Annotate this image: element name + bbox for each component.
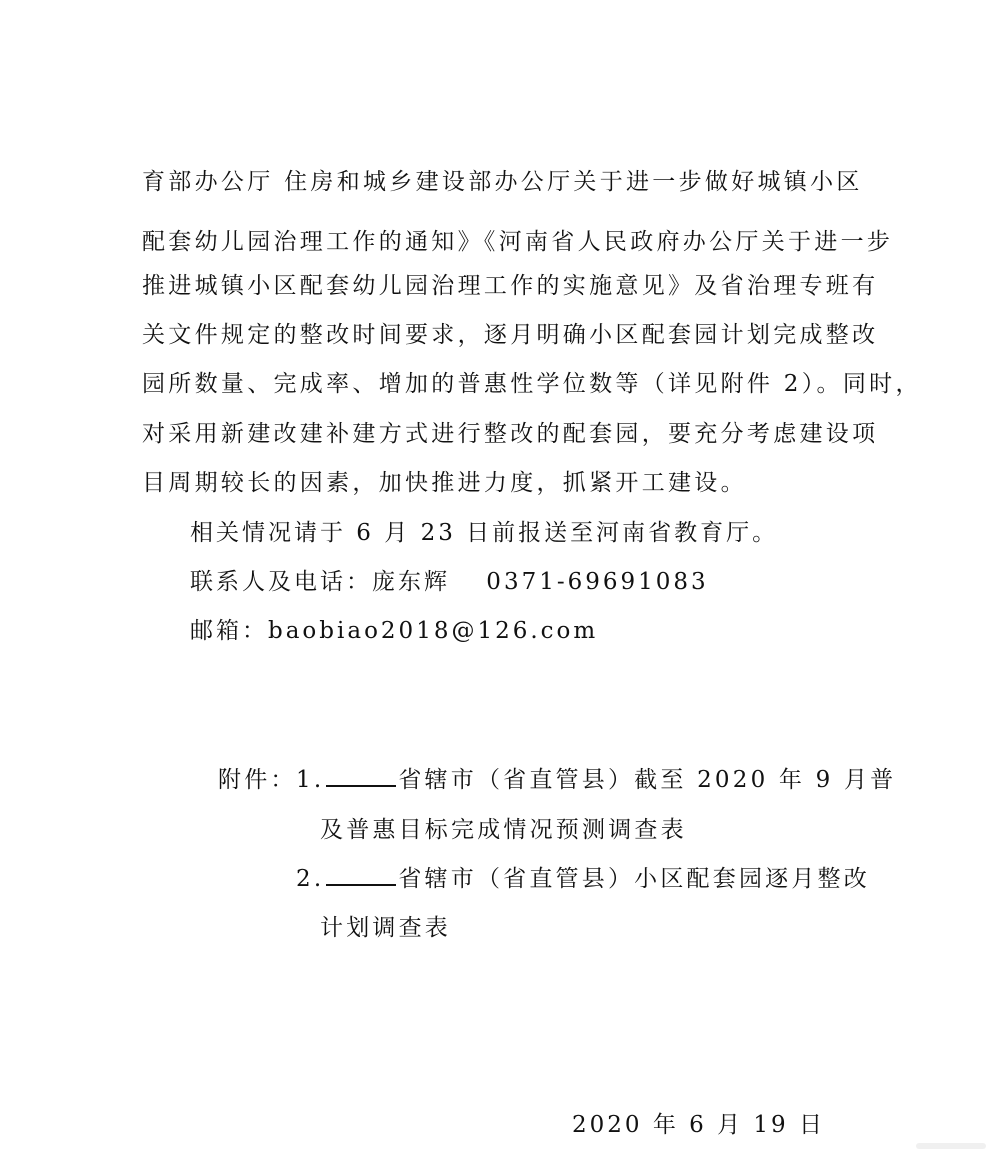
- report-deadline: 相关情况请于 6 月 23 日前报送至河南省教育厅。: [190, 520, 779, 546]
- body-text-line: 推进城镇小区配套幼儿园治理工作的实施意见》及省治理专班有: [142, 273, 879, 299]
- fill-in-blank: [326, 765, 396, 787]
- attachment-title-line: 省辖市（省直管县）截至 2020 年 9 月普: [398, 767, 897, 793]
- contact-person-phone: 联系人及电话：庞东辉 0371-69691083: [190, 569, 709, 595]
- attachment-number: 1.: [296, 767, 325, 793]
- body-text-line: 目周期较长的因素，加快推进力度，抓紧开工建设。: [142, 470, 747, 496]
- body-text-line: 园所数量、完成率、增加的普惠性学位数等（详见附件 2）。同时，: [142, 371, 922, 397]
- body-text-line: 关文件规定的整改时间要求，逐月明确小区配套园计划完成整改: [142, 322, 879, 348]
- document-date: 2020 年 6 月 19 日: [572, 1112, 825, 1138]
- fill-in-blank: [326, 864, 396, 886]
- attachment-item-1: [296, 765, 896, 795]
- body-text-line: 育部办公厅 住房和城乡建设部办公厅关于进一步做好城镇小区: [142, 169, 863, 195]
- attachment-item-2: [296, 864, 870, 894]
- attachment-title-line: 及普惠目标完成情况预测调查表: [320, 817, 687, 843]
- attachment-title-line: 计划调查表: [320, 915, 451, 941]
- body-text-line: 配套幼儿园治理工作的通知》《河南省人民政府办公厅关于进一步: [142, 229, 894, 255]
- body-text-line: 对采用新建改建补建方式进行整改的配套园，要充分考虑建设项: [142, 421, 879, 447]
- contact-email: 邮箱：baobiao2018@126.com: [190, 618, 599, 644]
- attachment-title-line: 省辖市（省直管县）小区配套园逐月整改: [398, 866, 870, 892]
- attachment-label: 附件：: [218, 767, 297, 793]
- watermark: [916, 1141, 986, 1151]
- attachment-number: 2.: [296, 866, 325, 892]
